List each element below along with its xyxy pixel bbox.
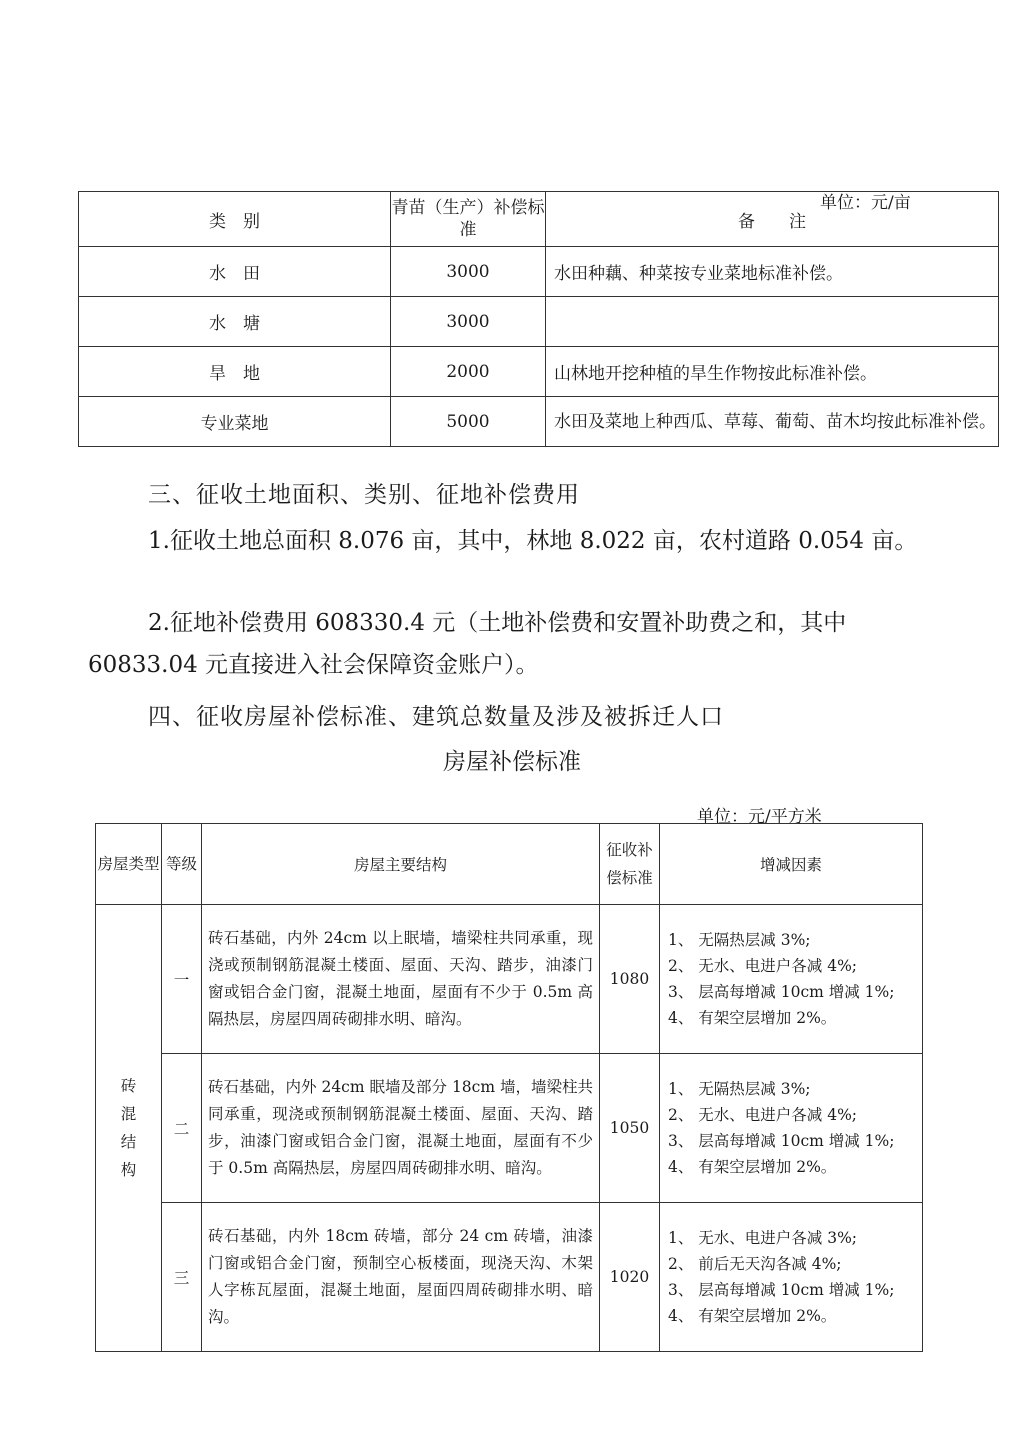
section3-paragraph-1: 1.征收土地总面积 8.076 亩，其中，林地 8.022 亩，农村道路 0.054 亩。 <box>148 528 918 554</box>
cell-standard: 3000 <box>391 297 546 347</box>
table-row <box>79 247 999 297</box>
header-note: 备 注 <box>546 192 999 247</box>
header-standard: 征收补偿标准 <box>600 824 660 905</box>
cell-note <box>546 297 999 347</box>
cell-factors <box>660 1203 923 1352</box>
table-row <box>79 297 999 347</box>
section3-paragraph-2: 2.征地补偿费用 608330.4 元（土地补偿费和安置补助费之和，其中 60833.04 元直接进入社会保障资金账户）。 <box>88 610 847 678</box>
cell-structure: 砖石基础，内外 24cm 眠墙及部分 18cm 墙，墙梁柱共同承重，现浇或预制钢筋混凝土楼面、屋面、天沟、踏步，油漆门窗或铝合金门窗，混凝土地面，屋面有不少于 0.5m 高隔热层，房屋四周砖砌排水明、暗沟。 <box>202 1054 600 1203</box>
factor-item: 3、 层高每增减 10cm 增减 1%; <box>668 983 895 1001</box>
table-header-row <box>79 192 999 247</box>
cell-factors <box>660 905 923 1054</box>
cell-standard: 2000 <box>391 347 546 397</box>
cell-structure: 砖石基础，内外 18cm 砖墙，部分 24 cm 砖墙，油漆门窗或铝合金门窗，预制空心板楼面，现浇天沟、木架人字栋瓦屋面，混凝土地面，屋面四周砖砌排水明、暗沟。 <box>202 1203 600 1352</box>
table-row <box>79 397 999 447</box>
cell-category: 水 塘 <box>79 297 391 347</box>
table2-title: 房屋补偿标准 <box>443 749 581 775</box>
factor-item: 3、 层高每增减 10cm 增减 1%; <box>668 1132 895 1150</box>
factor-item: 1、 无水、电进户各减 3%; <box>668 1229 858 1247</box>
cell-note: 山林地开挖种植的旱生作物按此标准补偿。 <box>546 347 999 397</box>
cell-grade: 三 <box>162 1203 202 1352</box>
cell-category: 专业菜地 <box>79 397 391 447</box>
cell-category: 水 田 <box>79 247 391 297</box>
cell-standard: 3000 <box>391 247 546 297</box>
house-compensation-table <box>95 823 923 1352</box>
table-header-row <box>96 824 923 905</box>
table1-unit: 单位：元/亩 <box>820 193 911 213</box>
cell-grade: 一 <box>162 905 202 1054</box>
table-row <box>79 347 999 397</box>
cell-factors <box>660 1054 923 1203</box>
header-grade: 等级 <box>162 824 202 905</box>
header-factors: 增减因素 <box>660 824 923 905</box>
table2-unit: 单位：元/平方米 <box>697 807 822 827</box>
factor-item: 2、 前后无天沟各减 4%; <box>668 1255 842 1273</box>
cell-note: 水田及菜地上种西瓜、草莓、葡萄、苗木均按此标准补偿。 <box>546 397 999 447</box>
header-house-type: 房屋类型 <box>96 824 162 905</box>
cell-grade: 二 <box>162 1054 202 1203</box>
cell-note: 水田种藕、种菜按专业菜地标准补偿。 <box>546 247 999 297</box>
cell-standard: 1050 <box>600 1054 660 1203</box>
section4-heading: 四、征收房屋补偿标准、建筑总数量及涉及被拆迁人口 <box>148 704 724 730</box>
factor-item: 1、 无隔热层减 3%; <box>668 931 811 949</box>
table-row <box>96 1203 923 1352</box>
factor-item: 4、 有架空层增加 2%。 <box>668 1009 837 1027</box>
header-category: 类 别 <box>79 192 391 247</box>
cell-standard: 1080 <box>600 905 660 1054</box>
header-standard: 青苗（生产）补偿标准 <box>391 192 546 247</box>
table-row <box>96 1054 923 1203</box>
factor-item: 2、 无水、电进户各减 4%; <box>668 957 858 975</box>
section3-heading: 三、征收土地面积、类别、征地补偿费用 <box>148 482 580 508</box>
cell-standard: 1020 <box>600 1203 660 1352</box>
factor-item: 4、 有架空层增加 2%。 <box>668 1307 837 1325</box>
cell-structure: 砖石基础，内外 24cm 以上眠墙，墙梁柱共同承重，现浇或预制钢筋混凝土楼面、屋面、天沟、踏步，油漆门窗或铝合金门窗，混凝土地面，屋面有不少于 0.5m 高隔热层，房屋四周砖砌排水明、暗沟。 <box>202 905 600 1054</box>
cell-category: 旱 地 <box>79 347 391 397</box>
table-row <box>96 905 923 1054</box>
cell-house-type: 砖混结构 <box>96 905 162 1352</box>
factor-item: 4、 有架空层增加 2%。 <box>668 1158 837 1176</box>
factor-item: 2、 无水、电进户各减 4%; <box>668 1106 858 1124</box>
seedling-compensation-table <box>78 191 999 447</box>
cell-standard: 5000 <box>391 397 546 447</box>
factor-item: 3、 层高每增减 10cm 增减 1%; <box>668 1281 895 1299</box>
factor-item: 1、 无隔热层减 3%; <box>668 1080 811 1098</box>
header-structure: 房屋主要结构 <box>202 824 600 905</box>
